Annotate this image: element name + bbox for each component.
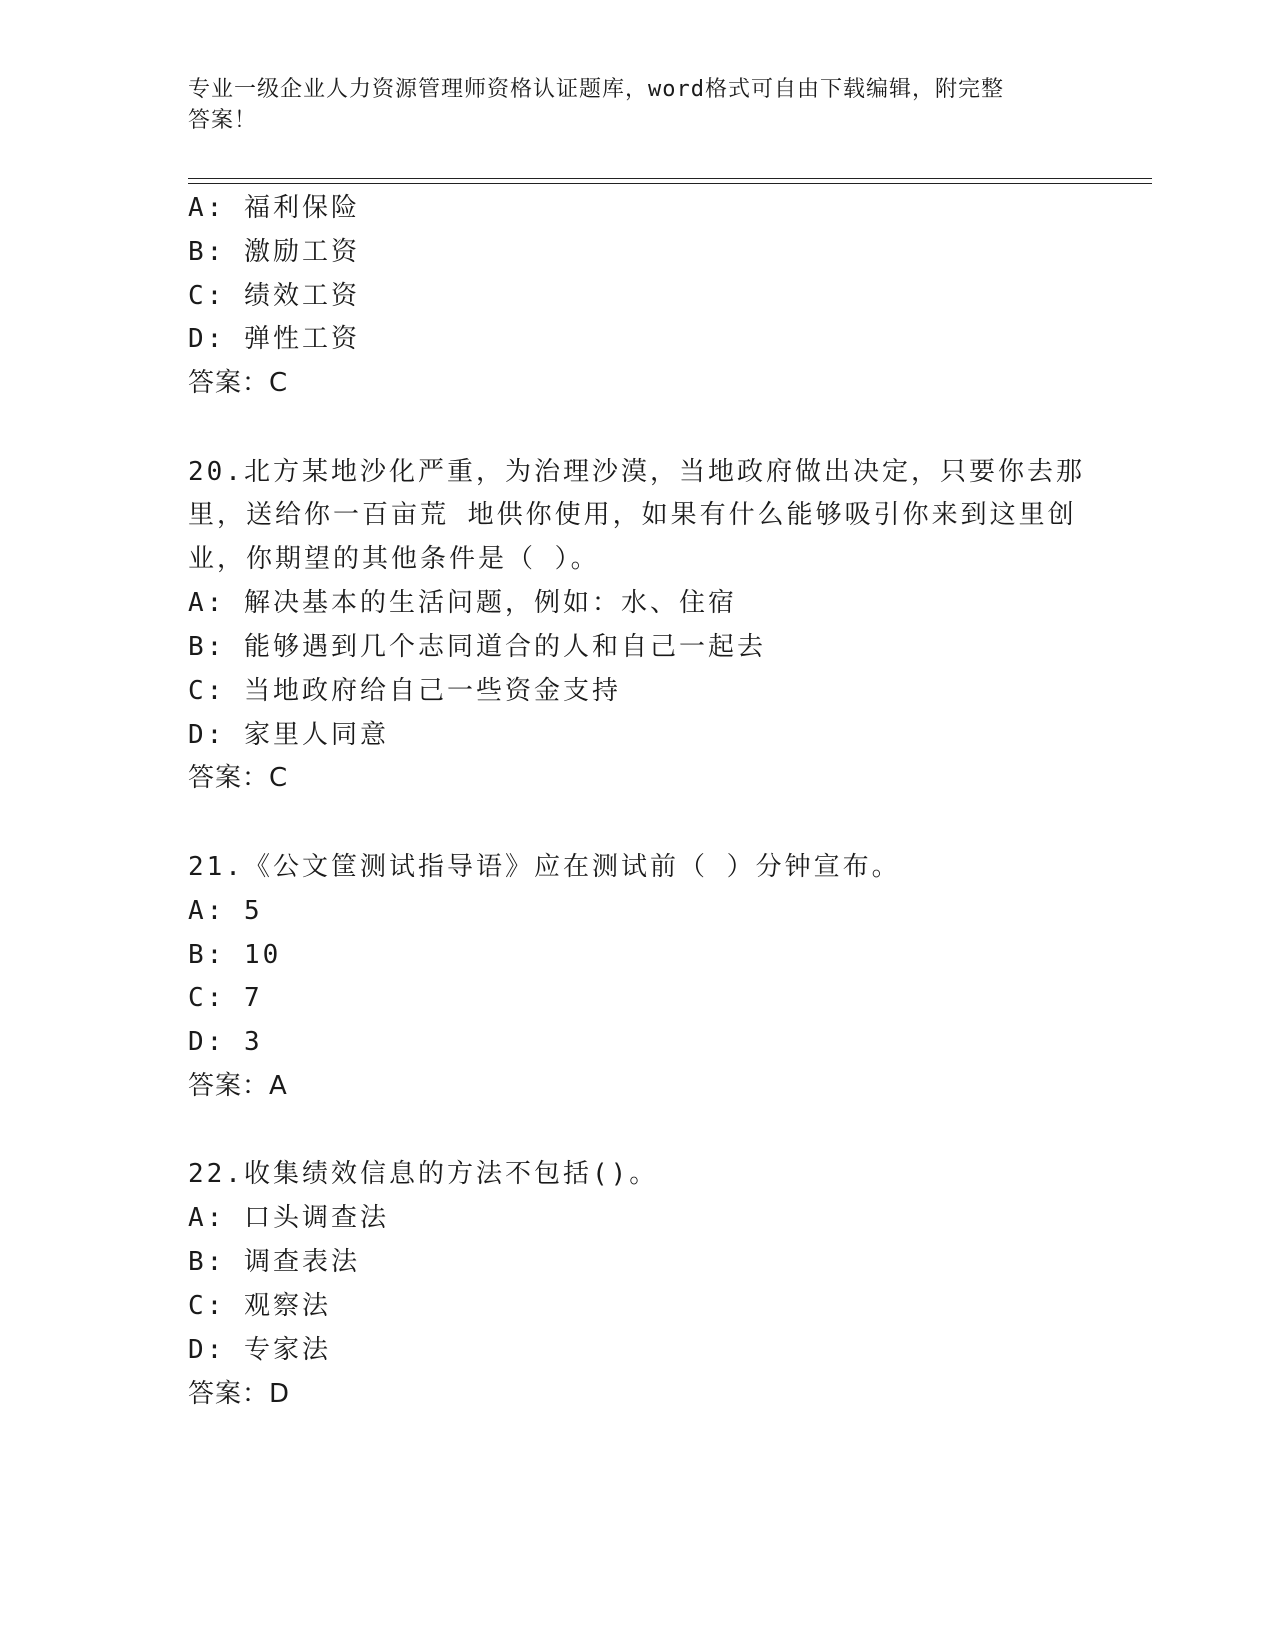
q22-option-d: D: 专家法 (188, 1335, 331, 1365)
q22-option-a: A: 口头调查法 (188, 1203, 389, 1233)
q22-option-b: B: 调查表法 (188, 1247, 360, 1277)
q20-option-d: D: 家里人同意 (188, 720, 389, 750)
q19-option-a: A: 福利保险 (188, 193, 360, 223)
q21-option-a: A: 5 (188, 896, 263, 926)
q19-option-c: C: 绩效工资 (188, 281, 360, 311)
header-line-2: 答案！ (188, 108, 258, 133)
header-divider-top (188, 178, 1152, 179)
q19-option-d: D: 弹性工资 (188, 324, 360, 354)
q20-question-line-1: 20.北方某地沙化严重，为治理沙漠，当地政府做出决定，只要你去那 (188, 457, 1085, 487)
q20-question-line-2: 里，送给你一百亩荒 地供你使用，如果有什么能够吸引你来到这里创 (188, 500, 1077, 530)
q22-answer: 答案：D (188, 1379, 291, 1409)
q20-question-line-3: 业，你期望的其他条件是（ ）。 (188, 544, 600, 574)
q21-option-d: D: 3 (188, 1027, 263, 1057)
q19-answer: 答案：C (188, 368, 289, 398)
q21-option-c: C: 7 (188, 983, 263, 1013)
q20-option-c: C: 当地政府给自己一些资金支持 (188, 676, 621, 706)
q21-option-b: B: 10 (188, 940, 282, 970)
q20-option-b: B: 能够遇到几个志同道合的人和自己一起去 (188, 632, 766, 662)
q21-question: 21.《公文筐测试指导语》应在测试前（ ）分钟宣布。 (188, 852, 901, 882)
q21-answer: 答案：A (188, 1071, 288, 1101)
q20-option-a: A: 解决基本的生活问题，例如：水、住宿 (188, 588, 737, 618)
header-line-1: 专业一级企业人力资源管理师资格认证题库，word格式可自由下载编辑，附完整 (188, 77, 1004, 102)
header-divider-bottom (188, 183, 1152, 184)
q22-option-c: C: 观察法 (188, 1291, 331, 1321)
q20-answer: 答案：C (188, 763, 289, 793)
q19-option-b: B: 激励工资 (188, 237, 360, 267)
document-header (188, 74, 1088, 136)
q22-question: 22.收集绩效信息的方法不包括()。 (188, 1159, 659, 1189)
